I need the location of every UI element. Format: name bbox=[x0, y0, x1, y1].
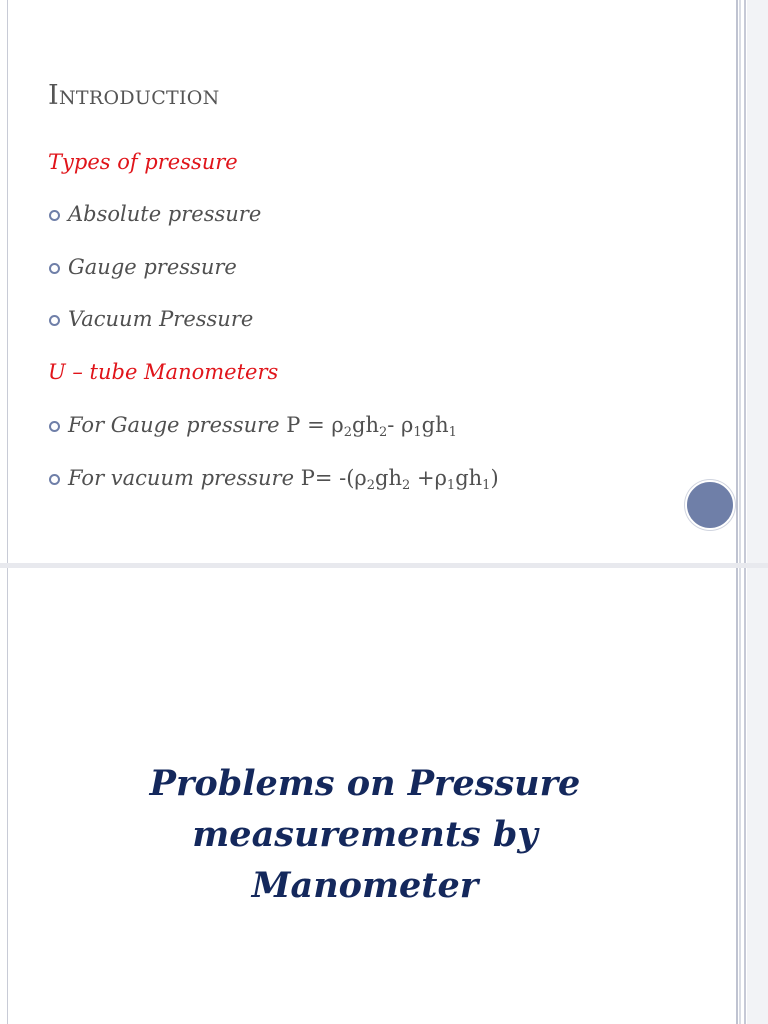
list-item bbox=[48, 255, 237, 279]
hollow-circle-bullet-icon bbox=[49, 474, 60, 485]
section-title bbox=[40, 758, 690, 911]
types-heading: Types of pressure bbox=[48, 150, 238, 174]
decor-stripe bbox=[744, 0, 746, 563]
gauge-label: For Gauge pressure bbox=[68, 413, 280, 437]
slide-frame-border bbox=[7, 0, 8, 563]
hollow-circle-bullet-icon bbox=[49, 263, 60, 274]
section-title-line: Problems on Pressure bbox=[149, 763, 581, 804]
filled-circle-decoration-icon bbox=[685, 480, 735, 530]
hollow-circle-bullet-icon bbox=[49, 210, 60, 221]
list-item-label: Vacuum Pressure bbox=[68, 307, 254, 331]
decor-stripe bbox=[736, 568, 738, 1024]
section-title-line: Manometer bbox=[251, 865, 479, 906]
gauge-formula-item bbox=[48, 413, 457, 440]
decor-stripe bbox=[747, 0, 768, 563]
hollow-circle-bullet-icon bbox=[49, 315, 60, 326]
list-item bbox=[48, 202, 261, 226]
section-title-line: measurements by bbox=[192, 814, 538, 855]
vacuum-label: For vacuum pressure bbox=[68, 466, 295, 490]
list-item-label: Absolute pressure bbox=[68, 202, 262, 226]
slide-title: Introduction bbox=[48, 80, 220, 111]
hollow-circle-bullet-icon bbox=[49, 421, 60, 432]
decor-stripe bbox=[739, 568, 741, 1024]
decor-stripe bbox=[736, 0, 738, 563]
slide-frame-border bbox=[7, 568, 8, 1024]
vacuum-formula-item bbox=[48, 466, 499, 493]
decor-stripe bbox=[739, 0, 741, 563]
manometer-heading: U – tube Manometers bbox=[48, 360, 279, 384]
gauge-formula: $P = \rho_2gh_2-$ $\rho_1gh_1$ bbox=[286, 413, 457, 440]
vacuum-formula: $P= -(\rho_2gh_2 +\rho_1gh_1)$ bbox=[300, 466, 499, 493]
decor-stripe bbox=[744, 568, 746, 1024]
slide-problems bbox=[0, 568, 768, 1024]
decor-stripe bbox=[747, 568, 768, 1024]
list-item bbox=[48, 307, 253, 331]
list-item-label: Gauge pressure bbox=[68, 255, 237, 279]
